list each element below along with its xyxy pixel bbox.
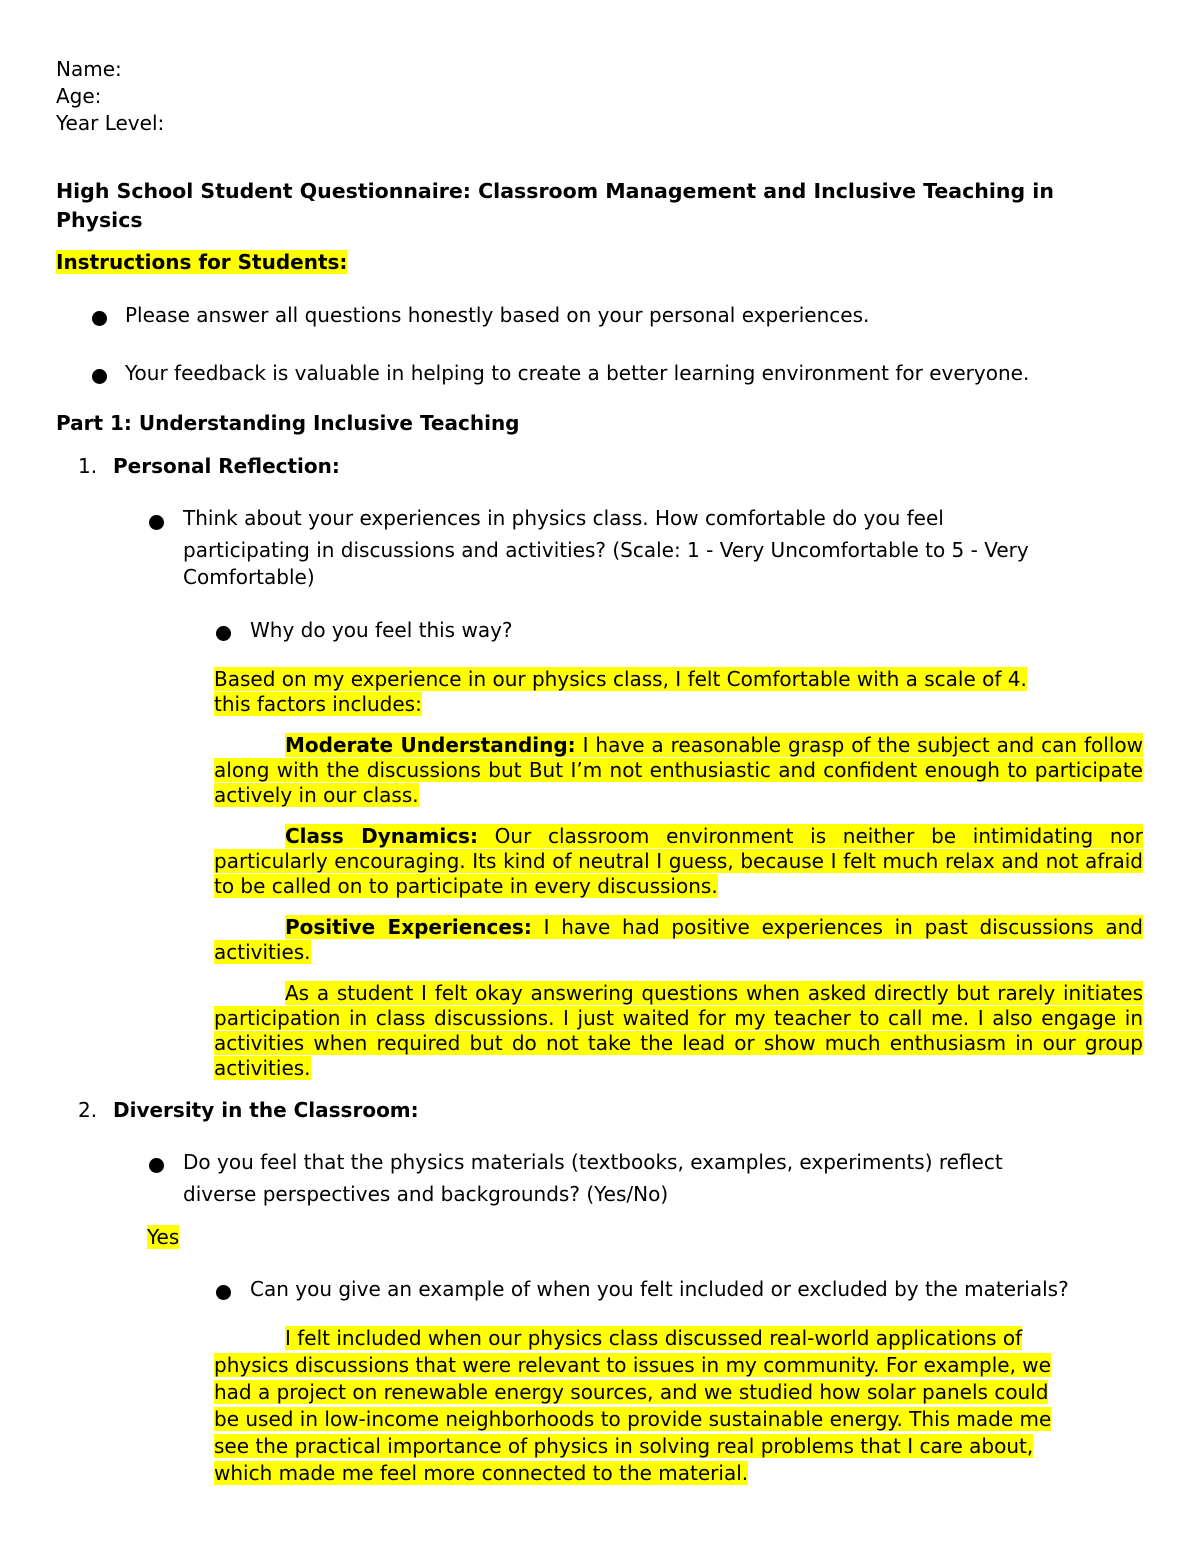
answer-highlight: see the practical importance of physics in solving real problems that I care about, <box>214 1434 1034 1458</box>
example-line <box>214 1352 1051 1378</box>
sub-question-prompt: Why do you feel this way? <box>250 618 513 642</box>
factor-label: Class Dynamics: <box>285 824 478 848</box>
question-heading: Diversity in the Classroom: <box>113 1098 419 1122</box>
answer-text <box>214 666 1027 692</box>
answer-text <box>147 1224 179 1250</box>
bullet-icon <box>149 515 164 530</box>
example-line <box>214 1379 1048 1405</box>
factor-paragraph <box>214 915 1143 965</box>
age-label: Age: <box>56 84 102 108</box>
bullet-icon <box>92 369 107 384</box>
question-prompt: participating in discussions and activities? (Scale: 1 - Very Uncomfortable to 5 - Very <box>183 538 1029 562</box>
answer-highlight: be used in low-income neighborhoods to provide sustainable energy. This made me <box>214 1407 1052 1431</box>
factor-paragraph <box>214 733 1143 808</box>
part1-heading: Part 1: Understanding Inclusive Teaching <box>56 411 520 435</box>
factor-text: I have a reasonable grasp of the subject and can follow along with the discussions but But I’m not enthusiastic and confident enough to participate actively in our class. <box>214 733 1143 807</box>
factor-label: Moderate Understanding: <box>285 733 576 757</box>
answer-highlight: which made me feel more connected to the material. <box>214 1461 749 1485</box>
closing-paragraph <box>214 981 1143 1081</box>
sub-question-prompt: Can you give an example of when you felt included or excluded by the materials? <box>250 1277 1069 1301</box>
answer-highlight: had a project on renewable energy sources, and we studied how solar panels could <box>214 1380 1049 1404</box>
question-prompt: diverse perspectives and backgrounds? (Yes/No) <box>183 1182 669 1206</box>
example-line <box>214 1460 748 1486</box>
question-prompt: Comfortable) <box>183 565 315 589</box>
example-line <box>214 1406 1051 1432</box>
yes-no-answer: Yes <box>147 1225 180 1249</box>
question-prompt: Think about your experiences in physics class. How comfortable do you feel <box>183 506 944 530</box>
factor-paragraph <box>214 824 1143 899</box>
instruction-item: Please answer all questions honestly based on your personal experiences. <box>125 303 870 327</box>
instructions-heading-text: Instructions for Students: <box>56 250 348 274</box>
answer-text <box>214 691 422 717</box>
document-title-continued: Physics <box>56 208 143 232</box>
example-line <box>285 1325 1022 1351</box>
question-number: 2. <box>78 1098 98 1122</box>
question-prompt: Do you feel that the physics materials (textbooks, examples, experiments) reflect <box>183 1150 1003 1174</box>
answer-highlight: I felt included when our physics class discussed real-world applications of <box>285 1326 1023 1350</box>
factor-text: Our classroom environment is neither be intimidating nor particularly encouraging. Its kind of neutral I guess, because I felt much relax and not afraid to be called on to participate in every discussions. <box>214 824 1143 898</box>
question-number: 1. <box>78 454 98 478</box>
bullet-icon <box>216 1285 231 1300</box>
factor-label: Positive Experiences: <box>285 915 532 939</box>
bullet-icon <box>149 1158 164 1173</box>
example-line <box>214 1433 1033 1459</box>
instruction-item: Your feedback is valuable in helping to create a better learning environment for everyone. <box>125 361 1030 385</box>
answer-highlight: physics discussions that were relevant to issues in my community. For example, we <box>214 1353 1051 1377</box>
closing-text: As a student I felt okay answering questions when asked directly but rarely initiates participation in class discussions. I just waited for my teacher to call me. I also engage in activities when required but do not take the lead or show much enthusiasm in our group activities. <box>214 981 1143 1080</box>
year-level-label: Year Level: <box>56 111 165 135</box>
name-label: Name: <box>56 57 122 81</box>
bullet-icon <box>92 311 107 326</box>
question-heading: Personal Reflection: <box>113 454 340 478</box>
answer-highlight: this factors includes: <box>214 692 422 716</box>
factor-text: I have had positive experiences in past discussions and activities. <box>214 915 1143 964</box>
answer-highlight: Based on my experience in our physics class, I felt Comfortable with a scale of 4. <box>214 667 1027 691</box>
bullet-icon <box>216 626 231 641</box>
instructions-heading <box>56 249 347 275</box>
document-title: High School Student Questionnaire: Classroom Management and Inclusive Teaching in <box>56 179 1054 203</box>
